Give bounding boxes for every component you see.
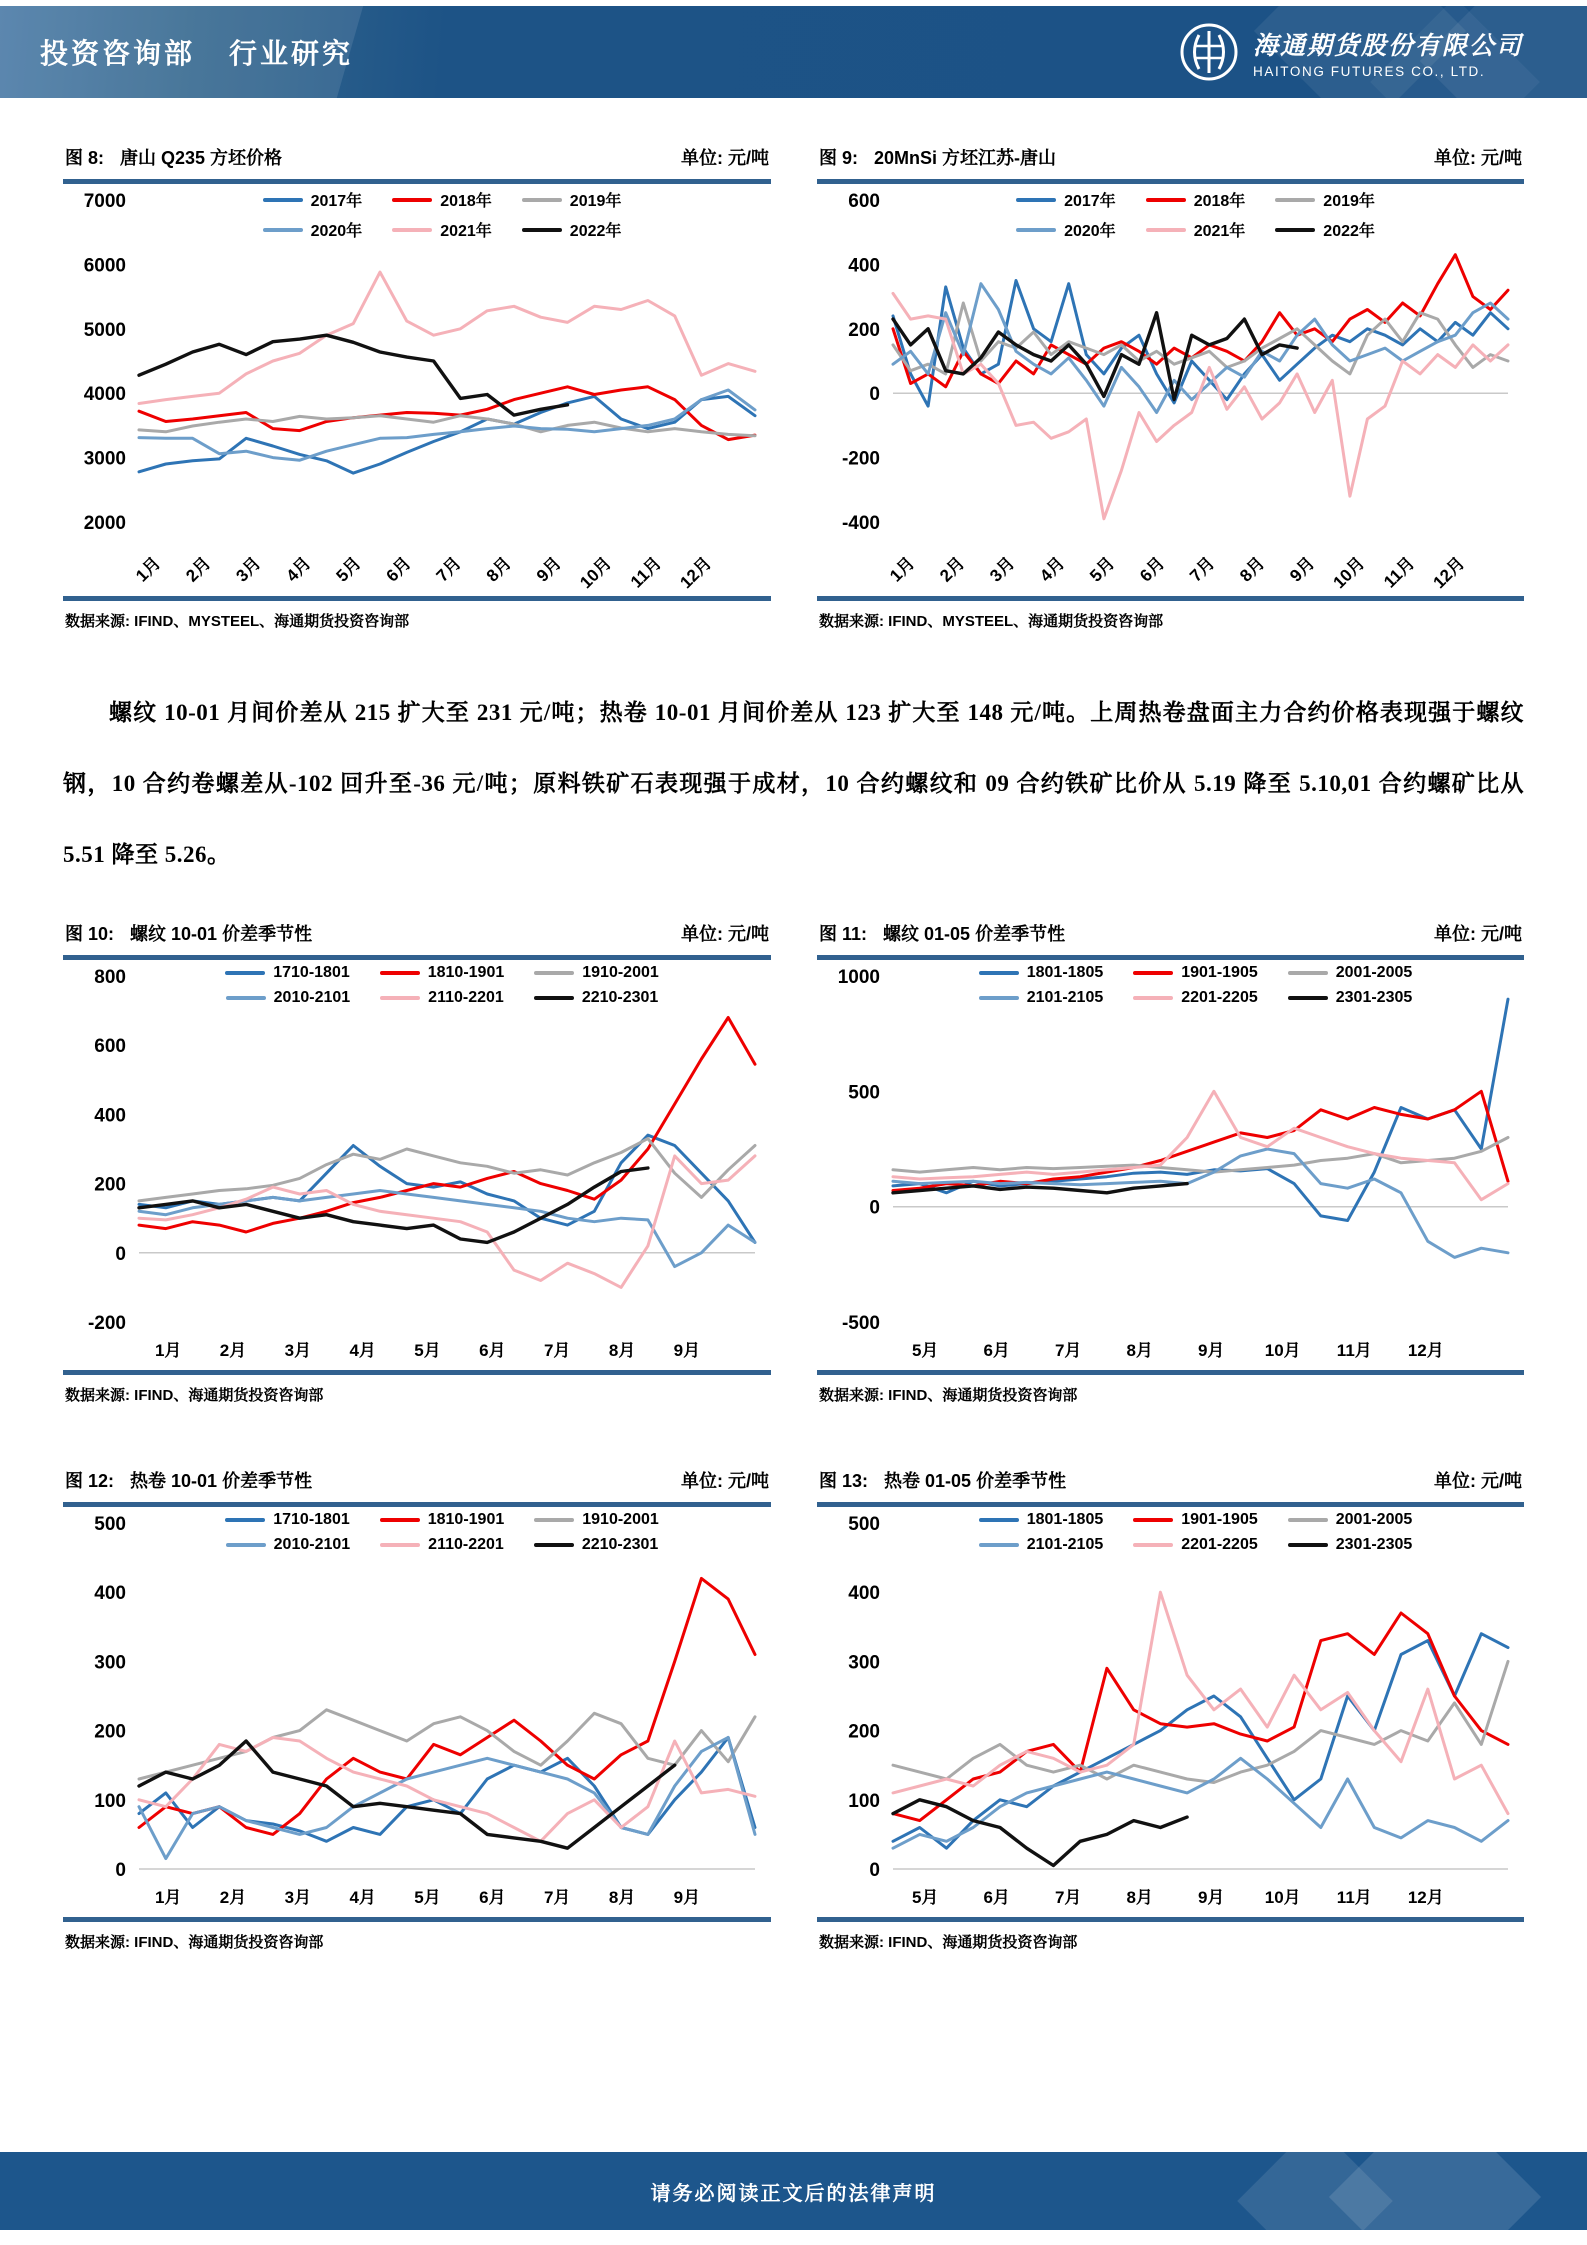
- legend-label: 2301-2305: [1335, 1536, 1413, 1553]
- legend-label: 1710-1801: [273, 1511, 350, 1528]
- figure-11: [817, 920, 1524, 1405]
- svg-text:8月: 8月: [482, 553, 515, 586]
- svg-text:100: 100: [848, 1790, 880, 1812]
- figure-12-plot: [63, 1507, 771, 1917]
- legend-label: 1910-2001: [582, 1511, 659, 1528]
- figure-13-title-row: [817, 1467, 1524, 1502]
- svg-text:11月: 11月: [1336, 1888, 1372, 1907]
- legend-label: 2010-2101: [273, 1536, 351, 1553]
- svg-text:6月: 6月: [479, 1888, 506, 1907]
- legend-label: 2101-2105: [1026, 989, 1104, 1006]
- svg-text:1000: 1000: [837, 967, 880, 988]
- svg-text:3月: 3月: [232, 553, 265, 586]
- legend-label: 2201-2205: [1181, 1536, 1258, 1553]
- chart-row-1: [63, 144, 1524, 631]
- svg-text:5月: 5月: [911, 1888, 939, 1907]
- svg-text:400: 400: [94, 1105, 126, 1127]
- svg-text:5000: 5000: [83, 319, 126, 341]
- legend-label: 1801-1805: [1026, 1511, 1104, 1528]
- figure-12-title-row: [63, 1467, 771, 1502]
- svg-text:9月: 9月: [673, 1341, 701, 1360]
- svg-text:9月: 9月: [1197, 1888, 1225, 1907]
- haitong-logo-icon: [1177, 20, 1241, 84]
- svg-text:8月: 8月: [608, 1341, 636, 1360]
- svg-text:10月: 10月: [576, 553, 616, 593]
- legend-label: 2017年: [310, 193, 363, 210]
- svg-text:300: 300: [848, 1652, 880, 1674]
- figure-title-text: 螺纹 01-05 价差季节性: [883, 924, 1066, 944]
- svg-text:8月: 8月: [608, 1888, 636, 1907]
- figure-13: [817, 1467, 1524, 1952]
- svg-text:11月: 11月: [1380, 553, 1419, 592]
- legend-label: 1901-1905: [1181, 1511, 1258, 1528]
- svg-text:8月: 8月: [1126, 1888, 1153, 1907]
- svg-text:12月: 12月: [676, 553, 716, 593]
- legend-label: 2022年: [1323, 223, 1375, 240]
- svg-text:9月: 9月: [532, 553, 566, 586]
- svg-text:12月: 12月: [1429, 553, 1469, 593]
- legend-label: 2101-2105: [1026, 1536, 1104, 1553]
- chart-row-3: [63, 1467, 1524, 1952]
- svg-text:100: 100: [94, 1790, 126, 1812]
- chart-canvas: [817, 1507, 1524, 1917]
- company-name-cn: 海通期货股份有限公司: [1252, 32, 1523, 60]
- svg-text:400: 400: [94, 1583, 126, 1605]
- svg-text:5月: 5月: [1086, 553, 1119, 586]
- figure-12-source: 数据来源: IFIND、海通期货投资咨询部: [65, 1934, 324, 1951]
- svg-text:4月: 4月: [349, 1888, 376, 1907]
- svg-text:7月: 7月: [1186, 553, 1219, 586]
- company-name-block: [1253, 26, 1523, 79]
- figure-11-title-row: [817, 920, 1524, 955]
- svg-text:600: 600: [848, 191, 880, 212]
- svg-text:5月: 5月: [414, 1341, 441, 1360]
- svg-text:9月: 9月: [1197, 1341, 1225, 1360]
- figure-13-title: [819, 1467, 1066, 1493]
- figure-12: [63, 1467, 771, 1952]
- figure-8: [63, 144, 771, 631]
- figure-12-unit: 单位: 元/吨: [681, 1471, 769, 1491]
- figure-13-unit: 单位: 元/吨: [1434, 1471, 1522, 1491]
- legend-label: 2021年: [1193, 223, 1246, 240]
- svg-text:-200: -200: [841, 448, 880, 470]
- figure-title-text: 热卷 10-01 价差季节性: [130, 1471, 313, 1491]
- svg-text:5月: 5月: [332, 553, 365, 586]
- figure-11-source: 数据来源: IFIND、海通期货投资咨询部: [819, 1387, 1078, 1404]
- svg-text:4000: 4000: [83, 384, 126, 406]
- svg-text:300: 300: [94, 1652, 126, 1674]
- report-content: [63, 98, 1524, 1952]
- figure-8-title: [65, 144, 282, 170]
- svg-text:7月: 7月: [432, 553, 465, 586]
- figure-label: 图 11:: [819, 924, 868, 944]
- figure-label: 图 10:: [65, 924, 115, 944]
- figure-10-unit: 单位: 元/吨: [681, 924, 769, 944]
- footer-diamond-decoration: [1329, 2152, 1541, 2230]
- svg-text:7月: 7月: [1054, 1341, 1082, 1360]
- svg-text:0: 0: [869, 1860, 880, 1881]
- svg-text:9月: 9月: [1286, 553, 1319, 586]
- legend-label: 2021年: [440, 223, 492, 240]
- legend-label: 2018年: [440, 193, 492, 210]
- svg-text:12月: 12月: [1407, 1341, 1444, 1360]
- figure-12-title: [65, 1467, 312, 1493]
- chart-canvas: [63, 960, 771, 1370]
- figure-title-text: 螺纹 10-01 价差季节性: [130, 924, 313, 944]
- svg-text:8月: 8月: [1126, 1341, 1153, 1360]
- svg-text:1月: 1月: [154, 1341, 182, 1360]
- svg-text:500: 500: [94, 1514, 126, 1535]
- legend-label: 2210-2301: [581, 989, 659, 1006]
- chart-canvas: [817, 960, 1524, 1370]
- figure-title-text: 唐山 Q235 方坯价格: [120, 148, 283, 168]
- figure-10-plot: [63, 960, 771, 1370]
- footer-bar: [0, 2152, 1587, 2230]
- svg-text:0: 0: [869, 1197, 880, 1219]
- svg-text:6月: 6月: [382, 553, 415, 586]
- figure-label: 图 9:: [819, 148, 859, 168]
- figure-13-source: 数据来源: IFIND、海通期货投资咨询部: [819, 1934, 1078, 1951]
- svg-text:600: 600: [94, 1036, 126, 1058]
- header-banner: [0, 6, 1587, 98]
- legend-label: 2001-2005: [1335, 964, 1413, 981]
- legend-label: 1810-1901: [427, 1511, 505, 1528]
- svg-text:400: 400: [848, 1583, 880, 1605]
- svg-text:400: 400: [848, 255, 880, 277]
- figure-9: [817, 144, 1524, 631]
- svg-text:-500: -500: [841, 1313, 880, 1334]
- figure-title-text: 20MnSi 方坯江苏-唐山: [874, 148, 1057, 168]
- chart-canvas: [817, 184, 1524, 596]
- svg-text:7月: 7月: [1054, 1888, 1082, 1907]
- legend-label: 2110-2201: [428, 989, 504, 1006]
- figure-13-plot: [817, 1507, 1524, 1917]
- legend-label: 2018年: [1193, 193, 1246, 210]
- legend-label: 1910-2001: [582, 964, 659, 981]
- legend-label: 2001-2005: [1335, 1511, 1413, 1528]
- svg-text:7月: 7月: [543, 1341, 571, 1360]
- legend-label: 2020年: [1064, 223, 1116, 240]
- legend-label: 2210-2301: [581, 1536, 659, 1553]
- figure-8-unit: 单位: 元/吨: [681, 148, 769, 168]
- legend-label: 2110-2201: [428, 1536, 504, 1553]
- svg-text:800: 800: [94, 967, 126, 988]
- svg-text:9月: 9月: [673, 1888, 701, 1907]
- svg-text:0: 0: [869, 384, 880, 406]
- figure-10-source: 数据来源: IFIND、海通期货投资咨询部: [65, 1387, 324, 1404]
- legend-label: 2022年: [569, 223, 622, 240]
- svg-text:11月: 11月: [626, 553, 666, 592]
- legend-label: 2019年: [569, 193, 622, 210]
- svg-text:12月: 12月: [1407, 1888, 1444, 1907]
- svg-text:-400: -400: [841, 513, 880, 534]
- legend-label: 1801-1805: [1026, 964, 1104, 981]
- svg-text:5月: 5月: [911, 1341, 939, 1360]
- svg-text:200: 200: [848, 1721, 880, 1743]
- figure-label: 图 13:: [819, 1471, 869, 1491]
- figure-9-source: 数据来源: IFIND、MYSTEEL、海通期货投资咨询部: [819, 613, 1164, 630]
- svg-text:0: 0: [115, 1860, 126, 1881]
- company-branding: [1177, 6, 1523, 98]
- legend-label: 1901-1905: [1181, 964, 1258, 981]
- figure-8-source: 数据来源: IFIND、MYSTEEL、海通期货投资咨询部: [65, 613, 410, 630]
- svg-text:4月: 4月: [349, 1341, 376, 1360]
- legal-notice: 请务必阅读正文后的法律声明: [650, 2182, 937, 2205]
- svg-text:6月: 6月: [983, 1888, 1010, 1907]
- figure-10: [63, 920, 771, 1405]
- svg-text:10月: 10月: [1264, 1888, 1301, 1907]
- chart-canvas: [63, 184, 771, 596]
- svg-text:500: 500: [848, 1514, 880, 1535]
- svg-text:1月: 1月: [886, 553, 919, 586]
- svg-text:6000: 6000: [83, 255, 126, 277]
- svg-text:200: 200: [848, 319, 880, 341]
- svg-text:2月: 2月: [219, 1341, 247, 1360]
- figure-11-plot: [817, 960, 1524, 1370]
- figure-9-unit: 单位: 元/吨: [1434, 148, 1522, 168]
- svg-text:3月: 3月: [986, 553, 1019, 586]
- svg-text:4月: 4月: [282, 553, 315, 586]
- chart-canvas: [63, 1507, 771, 1917]
- svg-text:200: 200: [94, 1721, 126, 1743]
- figure-label: 图 8:: [65, 148, 105, 168]
- svg-text:1月: 1月: [132, 553, 165, 586]
- chart-row-2: [63, 920, 1524, 1405]
- svg-text:6月: 6月: [983, 1341, 1010, 1360]
- figure-10-title-row: [63, 920, 771, 955]
- company-name-en: HAITONG FUTURES CO., LTD.: [1252, 63, 1486, 79]
- legend-label: 2201-2205: [1181, 989, 1258, 1006]
- figure-title-text: 热卷 01-05 价差季节性: [884, 1471, 1067, 1491]
- figure-10-title: [65, 920, 312, 946]
- commentary-paragraph: 螺纹 10-01 月间价差从 215 扩大至 231 元/吨；热卷 10-01 月间价差从 123 扩大至 148 元/吨。上周热卷盘面主力合约价格表现强于螺纹钢，10 合约卷螺差从-102 回升至-36 元/吨；原料铁矿石表现强于成材，10 合约螺纹和 09 合约铁矿比价从 5.19 降至 5.10,01 合约螺矿比从 5.51 降至 5.26。: [63, 700, 1524, 867]
- figure-11-unit: 单位: 元/吨: [1434, 924, 1522, 944]
- svg-text:5月: 5月: [414, 1888, 441, 1907]
- svg-text:2月: 2月: [219, 1888, 247, 1907]
- svg-text:8月: 8月: [1236, 553, 1269, 586]
- svg-text:3000: 3000: [83, 448, 126, 470]
- svg-text:-200: -200: [87, 1313, 126, 1334]
- svg-text:3月: 3月: [284, 1888, 312, 1907]
- svg-text:2000: 2000: [83, 513, 126, 534]
- svg-text:500: 500: [848, 1082, 880, 1104]
- svg-text:1月: 1月: [154, 1888, 182, 1907]
- figure-8-plot: [63, 184, 771, 596]
- figure-label: 图 12:: [65, 1471, 115, 1491]
- figure-9-title-row: [817, 144, 1524, 179]
- svg-text:6月: 6月: [479, 1341, 506, 1360]
- figure-9-plot: [817, 184, 1524, 596]
- svg-text:2月: 2月: [936, 553, 969, 586]
- svg-text:0: 0: [115, 1243, 126, 1265]
- svg-text:2月: 2月: [182, 553, 215, 586]
- figure-8-title-row: [63, 144, 771, 179]
- svg-text:4月: 4月: [1036, 553, 1069, 586]
- figure-11-title: [819, 920, 1065, 946]
- legend-label: 2010-2101: [273, 989, 351, 1006]
- svg-text:11月: 11月: [1336, 1341, 1372, 1360]
- svg-text:10月: 10月: [1264, 1341, 1301, 1360]
- svg-text:3月: 3月: [284, 1341, 312, 1360]
- svg-text:7000: 7000: [83, 191, 126, 212]
- legend-label: 2017年: [1064, 193, 1116, 210]
- header-section: 行业研究: [229, 38, 354, 69]
- svg-text:6月: 6月: [1136, 553, 1169, 586]
- legend-label: 2020年: [310, 223, 363, 240]
- legend-label: 2301-2305: [1335, 989, 1413, 1006]
- figure-9-title: [819, 144, 1056, 170]
- svg-text:10月: 10月: [1329, 553, 1369, 593]
- legend-label: 1710-1801: [273, 964, 350, 981]
- header-dept: 投资咨询部: [40, 38, 196, 69]
- header-titles: [40, 6, 353, 98]
- svg-text:7月: 7月: [543, 1888, 571, 1907]
- legend-label: 2019年: [1323, 193, 1375, 210]
- legend-label: 1810-1901: [427, 964, 505, 981]
- svg-text:200: 200: [94, 1174, 126, 1196]
